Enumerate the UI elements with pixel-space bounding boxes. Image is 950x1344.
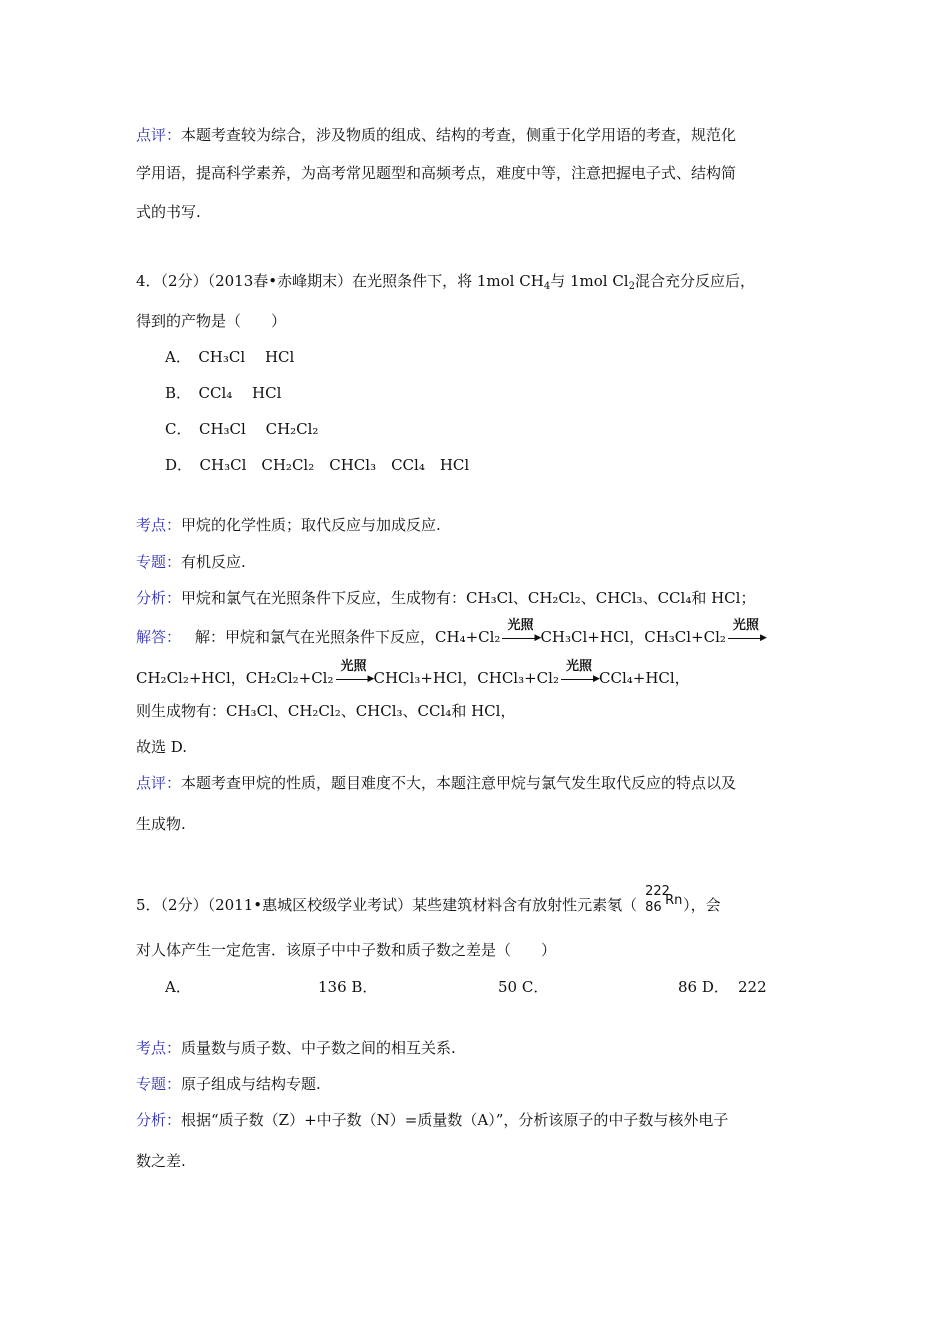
q5-topic-text: 原子组成与结构专题. — [181, 1075, 321, 1093]
q4-stem-pre: 4．（2分）（2013春•赤峰期末）在光照条件下，将 1mol CH — [136, 272, 544, 290]
q4-answer-line-2 — [136, 659, 690, 688]
q5-stem-pre: 5．（2分）（2011•惠城区校级学业考试）某些建筑材料含有放射性元素氡（ — [136, 896, 638, 914]
iso-mass: 222 — [645, 884, 670, 899]
q4-eq2: CH₂Cl₂+HCl，CH₂Cl₂+Cl₂ — [136, 669, 334, 687]
reaction-arrow-icon: 光照 ▶ — [500, 624, 540, 644]
q4-review-line-2: 生成物. — [136, 815, 186, 833]
q4-eq3: CHCl₃+HCl，CHCl₃+Cl₂ — [373, 669, 559, 687]
q4-stem: 4．（2分）（2013春•赤峰期末）在光照条件下，将 1mol $CH_4$与 1mol $Cl_2$混合充分反应后， — [136, 272, 755, 292]
review-text: 本题考查较为综合，涉及物质的组成、结构的考查，侧重于化学用语的考查，规范化 — [181, 126, 737, 144]
q4-review-line-1 — [136, 773, 736, 793]
arrow-condition: 光照 — [340, 659, 367, 674]
q4-point — [136, 515, 441, 535]
arrow-condition: 光照 — [565, 659, 592, 674]
q4-choice: 故选 D. — [136, 738, 188, 756]
q5-stem-line-2: 对人体产生一定危害．该原子中中子数和质子数之差是（ ） — [136, 941, 557, 959]
q4-option-d: D． CH₃Cl CH₂Cl₂ CHCl₃ CCl₄ HCl — [165, 456, 470, 474]
topic-label: 专题： — [136, 553, 182, 571]
q4-option-a: A． CH₃Cl HCl — [165, 348, 295, 366]
analysis-label: 分析： — [136, 589, 182, 607]
arrow-condition: 光照 — [732, 618, 759, 633]
q5-point-text: 质量数与质子数、中子数之间的相互关系. — [181, 1039, 456, 1057]
reaction-arrow-icon: 光照 ▶ — [334, 665, 374, 685]
review-line-1 — [136, 125, 736, 145]
q5-option-c: 50 C． — [498, 978, 549, 996]
q4-point-text: 甲烷的化学性质；取代反应与加成反应. — [181, 516, 441, 534]
q4-option-b: B． CCl₄ HCl — [165, 384, 282, 402]
review-label: 点评： — [136, 126, 182, 144]
reaction-arrow-icon: 光照 ▶ — [726, 624, 766, 644]
q5-option-a-label: A． — [165, 978, 191, 996]
q4-eq1-product: CH₃Cl+HCl，CH₃Cl+Cl₂ — [540, 628, 726, 646]
q4-stem-post: 混合充分反应后， — [634, 272, 755, 290]
q5-analysis-text: 根据“质子数（Z）+中子数（N）=质量数（A）”，分析该原子的中子数与核外电子 — [181, 1111, 729, 1129]
q5-option-d: 86 D． — [678, 978, 729, 996]
q4-analysis — [136, 588, 755, 608]
q4-stem-mid: 与 1mol Cl — [550, 272, 629, 290]
arrow-condition: 光照 — [507, 618, 534, 633]
q5-stem — [136, 886, 721, 920]
q4-answer-line-1 — [136, 618, 767, 647]
q5-point — [136, 1038, 456, 1058]
review-line-2: 学用语，提高科学素养，为高考常见题型和高频考点，难度中等，注意把握电子式、结构简 — [136, 164, 737, 182]
q4-option-c: C． CH₃Cl CH₂Cl₂ — [165, 420, 319, 438]
point-label: 考点： — [136, 516, 182, 534]
q4-products: 则生成物有：CH₃Cl、CH₂Cl₂、CHCl₃、CCl₄和 HCl， — [136, 702, 516, 720]
q5-topic — [136, 1074, 321, 1094]
q4-answer-intro: 解：甲烷和氯气在光照条件下反应，CH₄+Cl₂ — [195, 628, 501, 646]
q5-option-d-value: 222 — [738, 978, 767, 996]
review-label: 点评： — [136, 774, 182, 792]
q5-option-b: 136 B． — [318, 978, 378, 996]
radon-isotope-symbol — [637, 886, 683, 920]
point-label: 考点： — [136, 1039, 182, 1057]
review-line-3: 式的书写. — [136, 203, 201, 221]
q4-topic — [136, 552, 246, 572]
q5-stem-post: ），会 — [683, 896, 721, 914]
answer-label: 解答： — [136, 628, 182, 646]
q5-analysis-line-2: 数之差. — [136, 1152, 186, 1170]
q4-review-text: 本题考查甲烷的性质，题目难度不大，本题注意甲烷与氯气发生取代反应的特点以及 — [181, 774, 737, 792]
q4-analysis-text: 甲烷和氯气在光照条件下反应，生成物有：CH₃Cl、CH₂Cl₂、CHCl₃、CCl₄和 HCl； — [181, 589, 756, 607]
q4-eq4: CCl₄+HCl， — [598, 669, 690, 687]
iso-symbol: Rn — [665, 893, 683, 908]
iso-atomic: 86 — [645, 900, 662, 915]
q5-analysis-line-1 — [136, 1110, 728, 1130]
analysis-label: 分析： — [136, 1111, 182, 1129]
q4-topic-text: 有机反应. — [181, 553, 246, 571]
topic-label: 专题： — [136, 1075, 182, 1093]
reaction-arrow-icon: 光照 ▶ — [559, 665, 599, 685]
q4-stem-line-2: 得到的产物是（ ） — [136, 312, 287, 330]
